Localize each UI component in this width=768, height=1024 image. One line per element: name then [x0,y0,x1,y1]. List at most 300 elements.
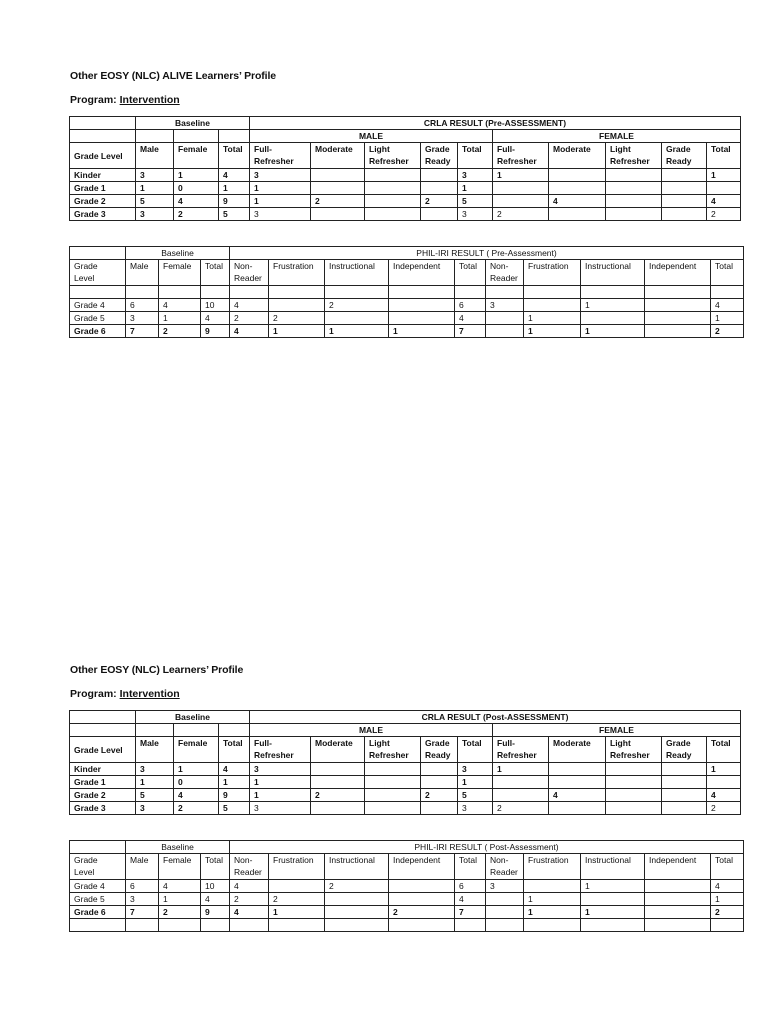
phil-iri-result-header: PHIL-IRI RESULT ( Pre-Assessment) [230,247,744,260]
table-cell: 3 [136,802,174,815]
table-cell: 3 [136,169,174,182]
crla-table-pre [69,116,741,221]
table-cell [389,299,455,312]
table-cell: 2 [421,789,458,802]
column-header: Non- Reader [230,854,269,880]
column-header: Independent [645,854,711,880]
column-header: Full- Refresher [493,737,549,763]
table-cell: 3 [458,763,493,776]
table-cell: 1 [458,776,493,789]
table-cell [455,286,486,299]
table-cell: 2 [493,802,549,815]
table-cell: 4 [549,789,606,802]
table-cell: 5 [458,789,493,802]
table-cell [365,763,421,776]
column-header: Non- Reader [230,260,269,286]
phil-iri-table-pre [69,246,744,338]
column-header: Total [711,854,744,880]
column-header: Independent [645,260,711,286]
row-label: Grade 3 [70,208,136,221]
table-cell: 5 [136,789,174,802]
header-blank [70,841,126,854]
table-cell [325,919,389,932]
column-header: Male [126,260,159,286]
table-cell [581,286,645,299]
table-cell [549,763,606,776]
row-label: Grade 1 [70,182,136,195]
column-header: Female [174,143,219,169]
program-value: Intervention [119,688,180,700]
column-header: Male [136,143,174,169]
table-cell [711,286,744,299]
female-header: FEMALE [493,130,741,143]
row-label: Grade 6 [70,906,126,919]
table-row [70,763,741,776]
table-cell: 4 [230,906,269,919]
column-header: Full- Refresher [250,737,311,763]
column-header: Frustration [269,854,325,880]
table-cell [662,802,707,815]
table-cell: 1 [581,299,645,312]
crla-table-post [69,710,741,815]
table-cell [365,169,421,182]
table-cell: 3 [458,169,493,182]
table-cell: 9 [219,789,250,802]
table-cell [662,208,707,221]
table-row [70,312,744,325]
table-cell [549,776,606,789]
table-row [70,169,741,182]
row-label: Grade 3 [70,802,136,815]
table-cell [486,893,524,906]
table-cell: 4 [455,312,486,325]
table-row [70,789,741,802]
table-cell: 1 [250,789,311,802]
table-cell [159,286,201,299]
table-cell: 1 [493,169,549,182]
table-cell [365,182,421,195]
table-cell: 4 [201,312,230,325]
table-cell: 1 [174,169,219,182]
table-cell: 4 [159,299,201,312]
baseline-header: Baseline [136,117,250,130]
header-blank [70,724,136,737]
table-cell: 1 [174,763,219,776]
table-cell [311,802,365,815]
table-cell [524,286,581,299]
header-blank [70,711,136,724]
table-cell: 3 [126,312,159,325]
column-header: Total [201,854,230,880]
baseline-header: Baseline [126,841,230,854]
table-cell: 2 [269,312,325,325]
table-row [70,182,741,195]
table-cell: 9 [201,325,230,338]
table-cell [645,906,711,919]
column-header: Grade Level [70,737,136,763]
table-cell: 1 [250,195,311,208]
column-header: Non- Reader [486,260,524,286]
crla-result-header: CRLA RESULT (Post-ASSESSMENT) [250,711,741,724]
program-value: Intervention [119,94,180,106]
table-cell: 1 [707,763,741,776]
column-header: Instructional [325,260,389,286]
table-row [70,893,744,906]
header-blank [174,130,219,143]
table-cell [269,880,325,893]
table-cell [549,208,606,221]
column-header: Independent [389,854,455,880]
table-cell: 1 [250,182,311,195]
table-cell: 6 [126,299,159,312]
table-cell [707,182,741,195]
table-cell [365,208,421,221]
table-cell [201,919,230,932]
table-cell [606,802,662,815]
table-cell: 4 [219,763,250,776]
table-cell: 9 [219,195,250,208]
column-header: Moderate [311,737,365,763]
column-header: Light Refresher [606,143,662,169]
table-cell [645,312,711,325]
table-cell: 1 [219,776,250,789]
table-cell: 7 [126,906,159,919]
row-label: Grade 1 [70,776,136,789]
table-cell [311,182,365,195]
table-cell: 4 [707,789,741,802]
table-row [70,208,741,221]
column-header: Total [219,143,250,169]
column-header: Grade Level [70,260,126,286]
table-cell [581,893,645,906]
table-cell [645,325,711,338]
table-cell: 2 [493,208,549,221]
table-cell [549,182,606,195]
table-cell [486,312,524,325]
table-cell [524,880,581,893]
column-header: Independent [389,260,455,286]
column-header: Female [159,854,201,880]
table-cell: 1 [581,880,645,893]
table-cell [201,286,230,299]
table-cell: 4 [711,299,744,312]
column-header: Grade Ready [421,143,458,169]
table-cell [365,802,421,815]
baseline-header: Baseline [136,711,250,724]
row-label [70,919,126,932]
table-cell: 10 [201,299,230,312]
table-cell [421,763,458,776]
table-cell [486,286,524,299]
table-cell: 6 [455,880,486,893]
row-label: Kinder [70,169,136,182]
table-cell: 0 [174,776,219,789]
table-cell: 1 [711,893,744,906]
table-cell [493,789,549,802]
header-blank [219,130,250,143]
table-cell: 1 [269,906,325,919]
table-cell: 6 [455,299,486,312]
table-cell: 3 [250,208,311,221]
baseline-header: Baseline [126,247,230,260]
column-header: Grade Ready [662,737,707,763]
table-row [70,880,744,893]
header-blank [70,130,136,143]
table-cell: 1 [581,906,645,919]
table-cell: 1 [581,325,645,338]
table-cell: 6 [126,880,159,893]
table-cell: 1 [159,893,201,906]
table-cell: 2 [311,195,365,208]
table-cell [365,776,421,789]
row-label: Grade 5 [70,312,126,325]
table-cell [311,169,365,182]
table-cell [486,919,524,932]
table-row [70,325,744,338]
table-cell: 2 [174,802,219,815]
table-cell [311,763,365,776]
crla-result-header: CRLA RESULT (Pre-ASSESSMENT) [250,117,741,130]
table-cell: 1 [159,312,201,325]
table-cell [389,893,455,906]
table-cell: 4 [707,195,741,208]
table-cell [662,182,707,195]
table-cell: 2 [159,325,201,338]
table-cell [645,299,711,312]
table-cell [711,919,744,932]
table-cell [421,802,458,815]
column-header: Frustration [524,260,581,286]
table-cell: 1 [524,325,581,338]
table-cell [645,919,711,932]
table-cell [493,776,549,789]
table-cell [311,776,365,789]
table-cell [606,169,662,182]
header-blank [219,724,250,737]
table-cell [645,880,711,893]
table-cell [455,919,486,932]
table-cell: 2 [421,195,458,208]
table-cell [325,286,389,299]
table-cell: 2 [230,893,269,906]
table-cell [269,286,325,299]
column-header: Moderate [549,143,606,169]
column-header: Total [201,260,230,286]
column-header: Total [707,737,741,763]
table-cell: 2 [230,312,269,325]
table-row [70,286,744,299]
column-header: Male [126,854,159,880]
column-header: Total [455,260,486,286]
table-cell [269,299,325,312]
table-cell: 4 [230,325,269,338]
column-header: Total [458,737,493,763]
table-cell: 3 [458,208,493,221]
section-1-title: Other EOSY (NLC) ALIVE Learners’ Profile [70,70,277,82]
column-header: Female [159,260,201,286]
column-header: Instructional [581,260,645,286]
table-cell: 7 [455,906,486,919]
table-cell [606,763,662,776]
table-cell: 4 [455,893,486,906]
table-row [70,776,741,789]
table-row [70,802,741,815]
column-header: Moderate [549,737,606,763]
table-cell: 3 [486,880,524,893]
table-cell: 5 [219,208,250,221]
table-cell [421,169,458,182]
table-cell: 2 [325,880,389,893]
table-cell: 1 [524,906,581,919]
row-label: Grade 2 [70,789,136,802]
male-header: MALE [250,724,493,737]
column-header: Light Refresher [365,737,421,763]
table-cell: 1 [136,776,174,789]
section-1-program [70,94,180,106]
row-label: Grade 2 [70,195,136,208]
table-cell [389,919,455,932]
table-cell [230,919,269,932]
table-cell [126,919,159,932]
row-label: Grade 5 [70,893,126,906]
table-row [70,195,741,208]
table-cell: 1 [325,325,389,338]
table-cell [486,325,524,338]
row-label: Grade 6 [70,325,126,338]
table-cell: 3 [126,893,159,906]
table-cell: 1 [250,776,311,789]
table-cell: 1 [524,312,581,325]
table-cell [606,789,662,802]
column-header: Full- Refresher [493,143,549,169]
table-cell: 2 [707,802,741,815]
table-cell: 3 [250,169,311,182]
table-cell: 3 [250,763,311,776]
header-blank [70,117,136,130]
table-cell: 2 [269,893,325,906]
table-cell [325,893,389,906]
table-cell [421,208,458,221]
table-cell: 2 [325,299,389,312]
table-cell [606,195,662,208]
column-header: Grade Level [70,854,126,880]
column-header: Total [458,143,493,169]
section-2-title: Other EOSY (NLC) Learners’ Profile [70,664,244,676]
table-cell: 4 [201,893,230,906]
column-header: Light Refresher [606,737,662,763]
table-cell [581,919,645,932]
table-cell: 1 [707,169,741,182]
phil-iri-result-header: PHIL-IRI RESULT ( Post-Assessment) [230,841,744,854]
table-cell [524,299,581,312]
table-cell [645,286,711,299]
table-cell [493,182,549,195]
table-cell: 1 [711,312,744,325]
column-header: Frustration [269,260,325,286]
row-label: Grade 4 [70,880,126,893]
header-blank [136,130,174,143]
table-cell: 4 [174,195,219,208]
table-cell: 2 [311,789,365,802]
header-blank [70,247,126,260]
female-header: FEMALE [493,724,741,737]
table-row [70,906,744,919]
program-label: Program: [70,94,117,106]
table-cell [389,880,455,893]
column-header: Light Refresher [365,143,421,169]
table-cell [311,208,365,221]
table-cell: 1 [524,893,581,906]
section-2-program [70,688,180,700]
column-header: Moderate [311,143,365,169]
table-cell [549,169,606,182]
column-header: Total [711,260,744,286]
column-header: Non- Reader [486,854,524,880]
table-cell [581,312,645,325]
table-cell [662,776,707,789]
table-cell: 4 [174,789,219,802]
table-cell [606,776,662,789]
table-cell: 5 [219,802,250,815]
table-cell: 4 [230,880,269,893]
table-cell [662,169,707,182]
header-blank [136,724,174,737]
column-header: Frustration [524,854,581,880]
table-cell [707,776,741,789]
table-cell: 9 [201,906,230,919]
table-cell [645,893,711,906]
table-cell: 2 [159,906,201,919]
table-cell [493,195,549,208]
table-cell [230,286,269,299]
table-row [70,919,744,932]
table-cell [662,195,707,208]
table-cell [389,312,455,325]
table-cell: 5 [136,195,174,208]
table-cell: 2 [711,906,744,919]
table-cell: 1 [136,182,174,195]
male-header: MALE [250,130,493,143]
table-cell: 4 [159,880,201,893]
table-cell [269,919,325,932]
table-cell: 2 [711,325,744,338]
table-cell: 5 [458,195,493,208]
row-label [70,286,126,299]
table-cell: 10 [201,880,230,893]
table-cell [421,776,458,789]
table-cell [606,182,662,195]
column-header: Total [455,854,486,880]
table-cell: 4 [219,169,250,182]
table-cell [126,286,159,299]
column-header: Instructional [581,854,645,880]
table-cell: 1 [219,182,250,195]
column-header: Grade Ready [662,143,707,169]
table-cell [325,906,389,919]
table-cell: 2 [174,208,219,221]
table-cell [389,286,455,299]
table-cell [606,208,662,221]
table-cell: 2 [389,906,455,919]
table-cell: 2 [707,208,741,221]
column-header: Grade Ready [421,737,458,763]
row-label: Kinder [70,763,136,776]
table-cell [662,789,707,802]
table-cell: 1 [493,763,549,776]
column-header: Total [707,143,741,169]
table-cell [159,919,201,932]
table-cell: 3 [136,763,174,776]
